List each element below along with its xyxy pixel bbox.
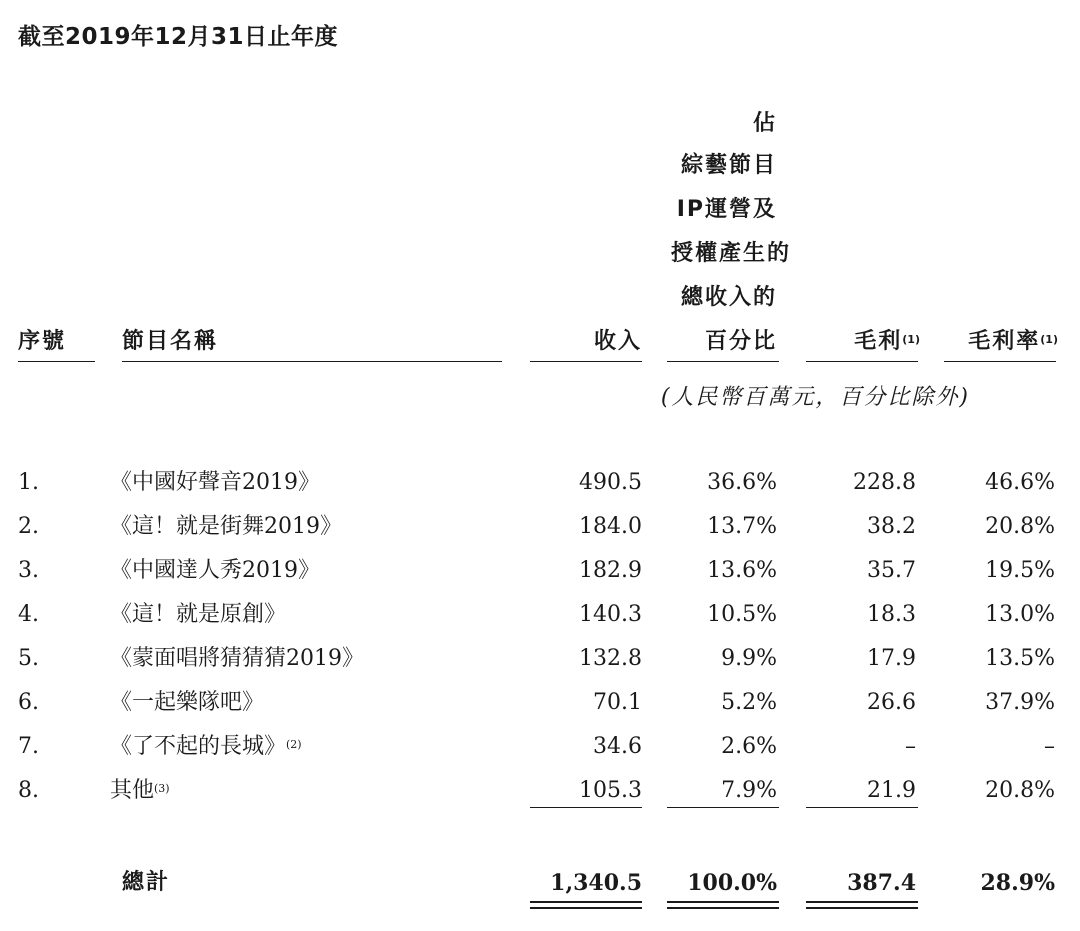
- footnote-ref: (1): [1040, 333, 1058, 346]
- row-name-text: 其他: [110, 778, 155, 803]
- unit-note: (人民幣百萬元，百分比除外): [660, 385, 970, 410]
- page-title: 截至2019年12月31日止年度: [18, 24, 339, 50]
- total-pct: 100.0%: [687, 870, 777, 896]
- header-seq: 序號: [18, 329, 67, 354]
- row-pct: 13.6%: [707, 558, 777, 583]
- row-pct: 10.5%: [707, 602, 777, 627]
- total-double-underline-pct: [667, 901, 779, 909]
- row-name: [110, 690, 264, 716]
- row-name: [110, 778, 170, 804]
- row-gross-profit: 35.7: [867, 558, 916, 583]
- row-gross-profit: 18.3: [867, 602, 916, 627]
- header-gross-profit-underline: [806, 361, 918, 362]
- row-seq: 3.: [18, 558, 39, 583]
- total-margin: 28.9%: [980, 870, 1055, 896]
- row-seq: 5.: [18, 646, 39, 671]
- row-margin: 19.5%: [985, 558, 1055, 583]
- pct-header-line-3: IP運營及: [676, 197, 777, 222]
- header-gross-profit: 毛利$^{(1)}$: [854, 329, 920, 354]
- header-margin-underline: [944, 361, 1056, 362]
- row-name: [110, 734, 302, 760]
- row-gross-profit: 17.9: [867, 646, 916, 671]
- row-margin: 13.5%: [985, 646, 1055, 671]
- row-margin: 20.8%: [985, 514, 1055, 539]
- row-gross-profit: 38.2: [867, 514, 916, 539]
- row-name: [110, 470, 320, 496]
- row-name: [110, 646, 364, 672]
- row-name: [110, 602, 286, 628]
- total-gross-profit: 387.4: [847, 870, 916, 896]
- row-gross-profit: 26.6: [867, 690, 916, 715]
- header-revenue: 收入: [593, 329, 642, 354]
- row-margin: 37.9%: [985, 690, 1055, 715]
- footnote-ref: (1): [902, 333, 920, 346]
- row-revenue: 34.6: [593, 734, 642, 759]
- row-margin: 46.6%: [985, 470, 1055, 495]
- header-seq-underline: [18, 361, 95, 362]
- row-revenue: 182.9: [579, 558, 642, 583]
- row-name-text: 《中國達人秀2019》: [110, 558, 320, 583]
- subtotal-underline-pct: [667, 807, 779, 808]
- row-name-text: 《蒙面唱將猜猜猜2019》: [110, 646, 364, 671]
- pct-header-line-4: 授權產生的: [670, 241, 791, 266]
- total-label: 總計: [122, 870, 171, 895]
- header-name: 節目名稱: [122, 329, 219, 354]
- row-gross-profit: –: [905, 734, 916, 759]
- row-pct: 5.2%: [721, 690, 777, 715]
- header-name-underline: [122, 361, 502, 362]
- row-name-text: 《這！就是街舞2019》: [110, 514, 342, 539]
- row-seq: 4.: [18, 602, 39, 627]
- row-seq: 8.: [18, 778, 39, 803]
- row-name: [110, 558, 320, 584]
- row-pct: 36.6%: [707, 470, 777, 495]
- total-double-underline-revenue: [530, 901, 642, 909]
- header-pct: 百分比: [704, 329, 777, 354]
- row-revenue: 70.1: [593, 690, 642, 715]
- row-margin: 13.0%: [985, 602, 1055, 627]
- total-revenue: 1,340.5: [550, 870, 642, 896]
- row-pct: 2.6%: [721, 734, 777, 759]
- row-revenue: 105.3: [579, 778, 642, 803]
- header-margin: 毛利率$^{(1)}$: [968, 329, 1058, 354]
- total-double-underline-gp: [806, 901, 918, 909]
- row-revenue: 490.5: [579, 470, 642, 495]
- header-pct-underline: [667, 361, 779, 362]
- header-revenue-underline: [530, 361, 642, 362]
- row-gross-profit: 228.8: [853, 470, 916, 495]
- row-seq: 2.: [18, 514, 39, 539]
- row-margin: –: [1044, 734, 1055, 759]
- row-revenue: 132.8: [579, 646, 642, 671]
- row-revenue: 140.3: [579, 602, 642, 627]
- subtotal-underline-gp: [806, 807, 918, 808]
- subtotal-underline-revenue: [530, 807, 642, 808]
- pct-header-line-2: 綜藝節目: [680, 153, 777, 178]
- pct-header-line-5: 總收入的: [680, 285, 777, 310]
- pct-header-line-1: 佔: [752, 111, 777, 136]
- row-name-text: 《一起樂隊吧》: [110, 690, 265, 715]
- row-name-text: 《中國好聲音2019》: [110, 470, 320, 495]
- row-seq: 1.: [18, 470, 39, 495]
- row-revenue: 184.0: [579, 514, 642, 539]
- row-name: [110, 514, 342, 540]
- row-pct: 7.9%: [721, 778, 777, 803]
- row-name-text: 《這！就是原創》: [110, 602, 287, 627]
- row-gross-profit: 21.9: [867, 778, 916, 803]
- footnote-ref: (2): [286, 738, 302, 751]
- footnote-ref: (3): [154, 782, 170, 795]
- row-name-text: 《了不起的長城》: [110, 734, 287, 759]
- row-pct: 13.7%: [707, 514, 777, 539]
- row-seq: 6.: [18, 690, 39, 715]
- row-seq: 7.: [18, 734, 39, 759]
- row-margin: 20.8%: [985, 778, 1055, 803]
- row-pct: 9.9%: [721, 646, 777, 671]
